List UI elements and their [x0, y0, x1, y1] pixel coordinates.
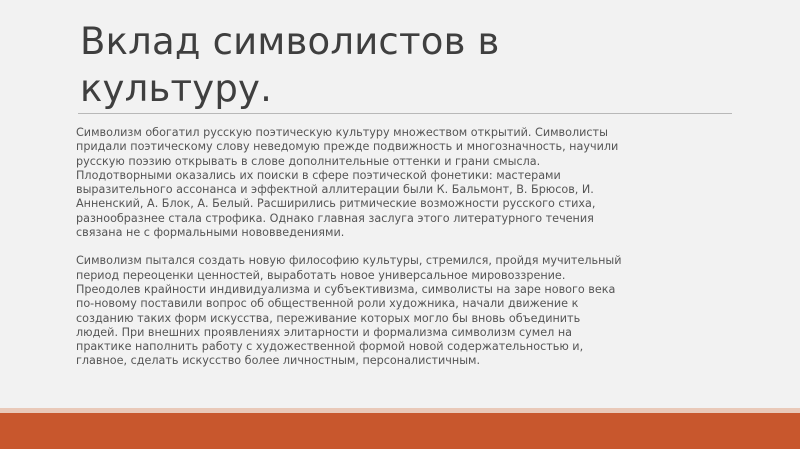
- text-line: период переоценки ценностей, выработать новое универсальное мировоззрение.: [76, 268, 566, 282]
- body-paragraph: [76, 254, 742, 368]
- text-line: Преодолев крайности индивидуализма и субъективизма, символисты на заре нового века: [76, 282, 616, 296]
- text-line: практике наполнить работу с художественной формой новой содержательностью и,: [76, 340, 584, 354]
- text-line: Анненский, А. Блок, А. Белый. Расширились ритмические возможности русского стиха,: [76, 197, 596, 211]
- text-line: по-новому поставили вопрос об общественной роли художника, начали движение к: [76, 297, 579, 311]
- text-line: Плодотворными оказались их поиски в сфере поэтической фонетики: мастерами: [76, 168, 561, 182]
- text-line: Символизм пытался создать новую философию культуры, стремился, пройдя мучительный: [76, 254, 622, 268]
- slide-title-line: культуру.: [80, 67, 273, 110]
- body-paragraph: [76, 126, 742, 240]
- title-divider: [78, 113, 732, 114]
- text-line: русскую поэзию открывать в слове дополнительные оттенки и грани смысла.: [76, 154, 541, 168]
- slide-title: [80, 18, 740, 112]
- text-line: связана не с формальными нововведениями.: [76, 226, 345, 240]
- slide-title-line: Вклад символистов в: [80, 20, 500, 63]
- text-line: главное, сделать искусство более личностным, персоналистичным.: [76, 354, 481, 368]
- text-line: выразительного ассонанса и эффектной аллитерации были К. Бальмонт, В. Брюсов, И.: [76, 183, 594, 197]
- text-line: созданию таких форм искусства, переживание которых могло бы вновь объединить: [76, 311, 581, 325]
- text-line: разнообразнее стала строфика. Однако главная заслуга этого литературного течения: [76, 211, 594, 225]
- text-line: людей. При внешних проявлениях элитарности и формализма символизм сумел на: [76, 325, 572, 339]
- text-line: придали поэтическому слову неведомую прежде подвижность и многозначность, научили: [76, 140, 619, 154]
- footer-bar: [0, 413, 800, 449]
- text-line: Символизм обогатил русскую поэтическую культуру множеством открытий. Символисты: [76, 126, 608, 139]
- slide-body: [76, 126, 742, 369]
